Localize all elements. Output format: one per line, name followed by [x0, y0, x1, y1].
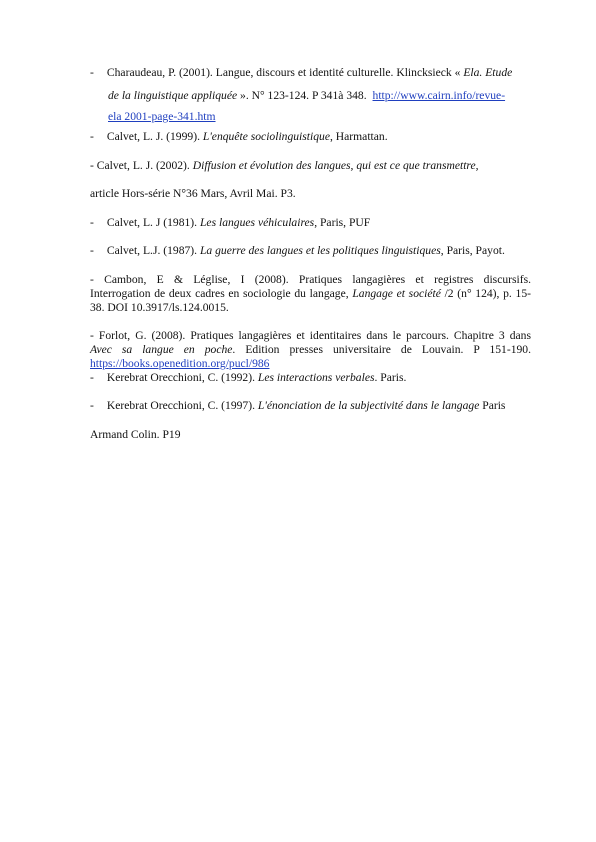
- ref-cambon-line-2: [90, 287, 531, 301]
- list-dash: -: [90, 371, 94, 384]
- ref-text: , Harmattan.: [329, 130, 388, 143]
- ref-text: Calvet, L.J. (1987).: [106, 244, 198, 257]
- ref-text: Calvet, L. J (1981).: [106, 216, 198, 229]
- ref-title: de la linguistique appliquée: [108, 89, 238, 102]
- list-dash: -: [90, 244, 94, 257]
- openedition-link[interactable]: https://books.openedition.org/pucl/986: [90, 357, 270, 370]
- ref-title: Les interactions verbales: [257, 371, 375, 384]
- ref-text: Charaudeau, P. (2001). Langue, discours et identité culturelle. Klincksieck «: [106, 66, 461, 79]
- ref-forlot-line-3: [90, 357, 269, 371]
- ref-title: Ela. Etude: [463, 66, 513, 79]
- ref-text: , Paris, Payot.: [440, 244, 505, 257]
- ref-text: . Edition presses universitaire de Louvain. P 151-190.: [232, 343, 531, 356]
- ref-text: /2 (n° 124), p. 15-: [444, 287, 531, 300]
- list-dash: -: [90, 66, 94, 79]
- ref-charaudeau-line-2: [108, 89, 505, 103]
- ref-title: La guerre des langues et les politiques linguistiques: [199, 244, 441, 257]
- ref-title: Avec sa langue en poche: [90, 343, 233, 356]
- ref-charaudeau-line-3: [108, 110, 216, 124]
- ref-text: Calvet, L. J. (1999).: [106, 130, 200, 143]
- ref-text: Paris: [479, 399, 506, 412]
- ref-forlot-line-2: [90, 343, 531, 357]
- ref-text: - Calvet, L. J. (2002).: [90, 159, 190, 172]
- list-dash: -: [90, 216, 94, 229]
- ref-title: L'enquête sociolinguistique: [202, 130, 330, 143]
- ref-title: Diffusion et évolution des langues, qui est ce que transmettre,: [192, 159, 479, 172]
- ref-title: L'énonciation de la subjectivité dans le langage: [257, 399, 480, 412]
- ref-calvet-1981: [90, 216, 370, 230]
- ref-cambon-line-3: 38. DOI 10.3917/ls.124.0015.: [90, 301, 229, 314]
- ref-text: Kerebrat Orecchioni, C. (1992).: [106, 371, 255, 384]
- ref-text: Kerebrat Orecchioni, C. (1997).: [106, 399, 255, 412]
- list-dash: -: [90, 130, 94, 143]
- ref-title: Les langues véhiculaires: [199, 216, 315, 229]
- ref-kerebrat-1997-line-2: Armand Colin. P19: [90, 428, 181, 441]
- ref-text: , Paris, PUF: [314, 216, 371, 229]
- ref-kerebrat-1997-line-1: [90, 399, 505, 413]
- ref-cambon-line-1: - Cambon, E & Léglise, I (2008). Pratiques langagières et registres discursifs.: [90, 273, 531, 286]
- ref-charaudeau-line-1: [90, 66, 512, 80]
- ref-calvet-1999: [90, 130, 388, 144]
- ref-text: Interrogation de deux cadres en sociologie du langage,: [90, 287, 349, 300]
- ref-calvet-2002-line-2: [90, 187, 296, 201]
- ref-forlot-line-1: - Forlot, G. (2008). Pratiques langagières et identitaires dans le parcours. Chapitre 3 dans: [90, 329, 531, 342]
- ref-calvet-2002-line-1: [90, 159, 479, 173]
- cairn-link[interactable]: http://www.cairn.info/revue-: [372, 89, 506, 102]
- list-dash: -: [90, 399, 94, 412]
- ref-text: article Hors-série N°36 Mars, Avril Mai. P3.: [90, 187, 296, 200]
- ref-calvet-1987: [90, 244, 505, 258]
- ref-text: ». N° 123-124. P 341à 348.: [237, 89, 367, 102]
- ref-text: . Paris.: [374, 371, 407, 384]
- ref-kerebrat-1992: [90, 371, 406, 385]
- cairn-link-continued[interactable]: ela 2001-page-341.htm: [108, 110, 216, 123]
- ref-title: Langage et société: [352, 287, 441, 300]
